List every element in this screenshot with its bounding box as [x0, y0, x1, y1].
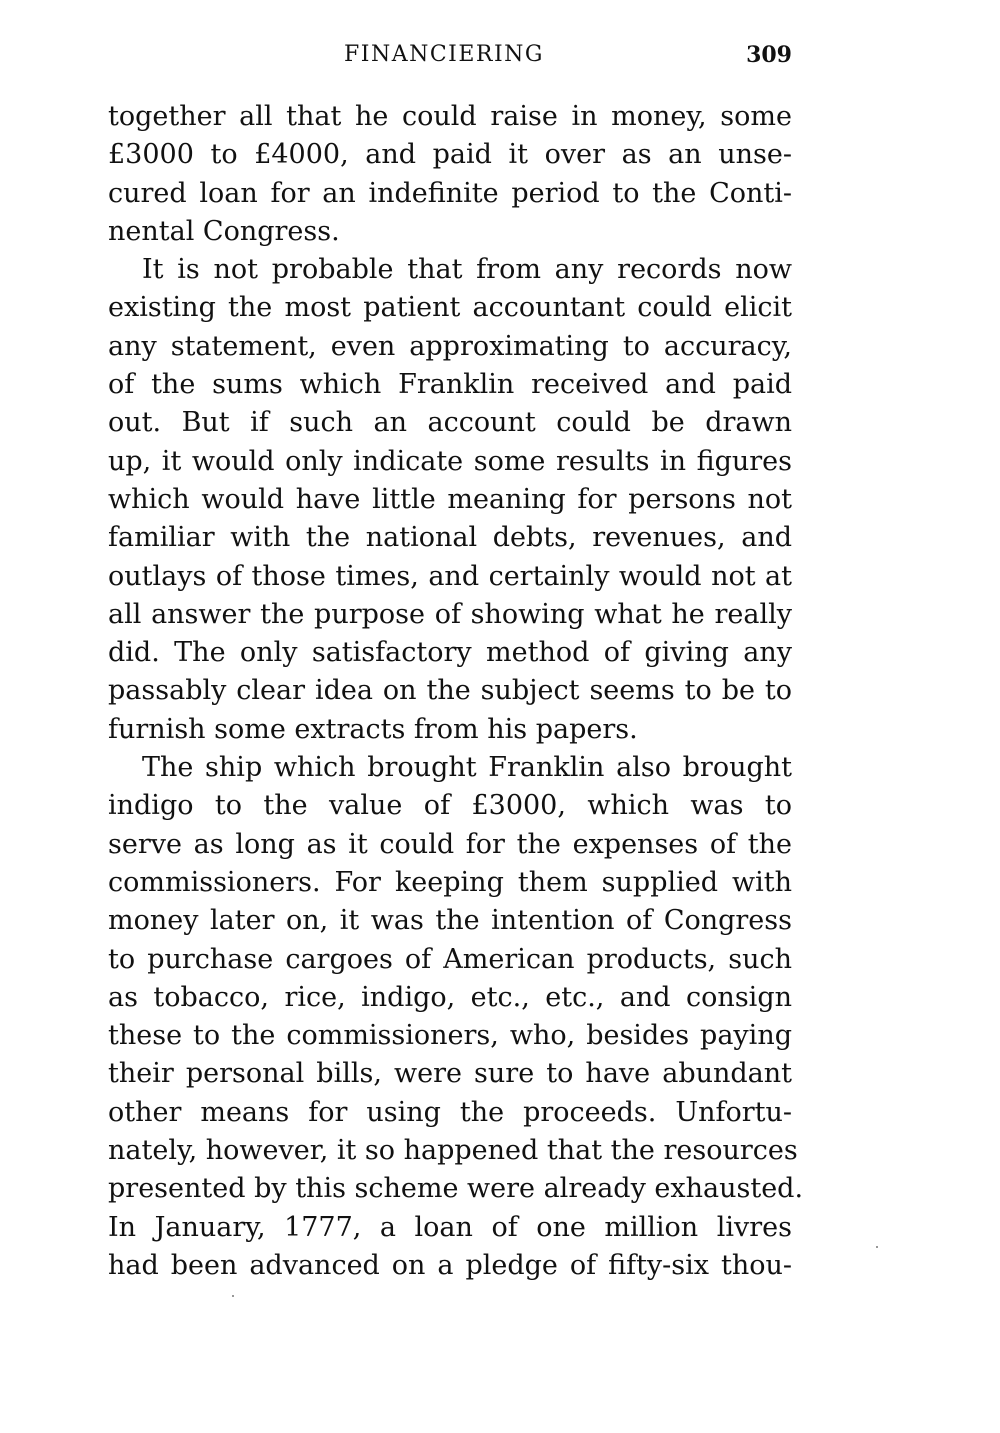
- text-line: outlays of those times, and certainly would not at: [108, 560, 792, 592]
- text-line: as tobacco, rice, indigo, etc., etc., and consign: [108, 981, 792, 1013]
- text-line: their personal bills, were sure to have abundant: [108, 1058, 792, 1090]
- text-line: furnish some extracts from his papers.: [108, 713, 638, 745]
- text-line: which would have little meaning for persons not: [108, 483, 792, 515]
- paper-speck: [876, 1246, 878, 1248]
- page-number: 309: [746, 42, 792, 68]
- text-line: nately, however, it so happened that the resources: [108, 1135, 798, 1167]
- text-line: these to the commissioners, who, besides paying: [108, 1020, 792, 1052]
- text-line: up, it would only indicate some results in figures: [108, 445, 792, 477]
- paragraph-start-line: The ship which brought Franklin also brought: [142, 752, 792, 784]
- text-line: out. But if such an account could be drawn: [108, 407, 792, 439]
- text-line: together all that he could raise in money, some: [108, 101, 792, 132]
- text-line: familiar with the national debts, revenues, and: [108, 522, 792, 554]
- text-line: presented by this scheme were already exhausted.: [108, 1173, 804, 1205]
- running-head: [108, 42, 792, 78]
- text-line: passably clear idea on the subject seems to be to: [108, 675, 792, 707]
- text-line: all answer the purpose of showing what he really: [108, 598, 792, 630]
- text-line: to purchase cargoes of American products, such: [108, 943, 792, 975]
- text-line: did. The only satisfactory method of giving any: [108, 637, 792, 669]
- running-title: FINANCIERING: [344, 42, 545, 67]
- text-line: any statement, even approximating to accuracy,: [108, 330, 792, 362]
- text-line: commissioners. For keeping them supplied with: [108, 866, 792, 898]
- paragraph-start-line: It is not probable that from any records now: [142, 254, 792, 286]
- text-line: £3000 to £4000, and paid it over as an unse-: [108, 139, 792, 171]
- text-line: serve as long as it could for the expenses of the: [108, 828, 792, 860]
- text-line: had been advanced on a pledge of fifty-six thou-: [108, 1249, 792, 1281]
- text-line: indigo to the value of £3000, which was to: [108, 790, 792, 822]
- body-text: [108, 98, 804, 1285]
- text-line: money later on, it was the intention of Congress: [108, 905, 792, 937]
- text-line: nental Congress.: [108, 215, 340, 247]
- text-line: In January, 1777, a loan of one million livres: [108, 1211, 792, 1243]
- text-line: other means for using the proceeds. Unfortu-: [108, 1096, 792, 1128]
- text-line: existing the most patient accountant could elicit: [108, 292, 792, 324]
- text-line: of the sums which Franklin received and paid: [108, 369, 792, 401]
- paper-speck: [232, 1295, 234, 1297]
- text-line: cured loan for an indefinite period to the Conti-: [108, 177, 792, 209]
